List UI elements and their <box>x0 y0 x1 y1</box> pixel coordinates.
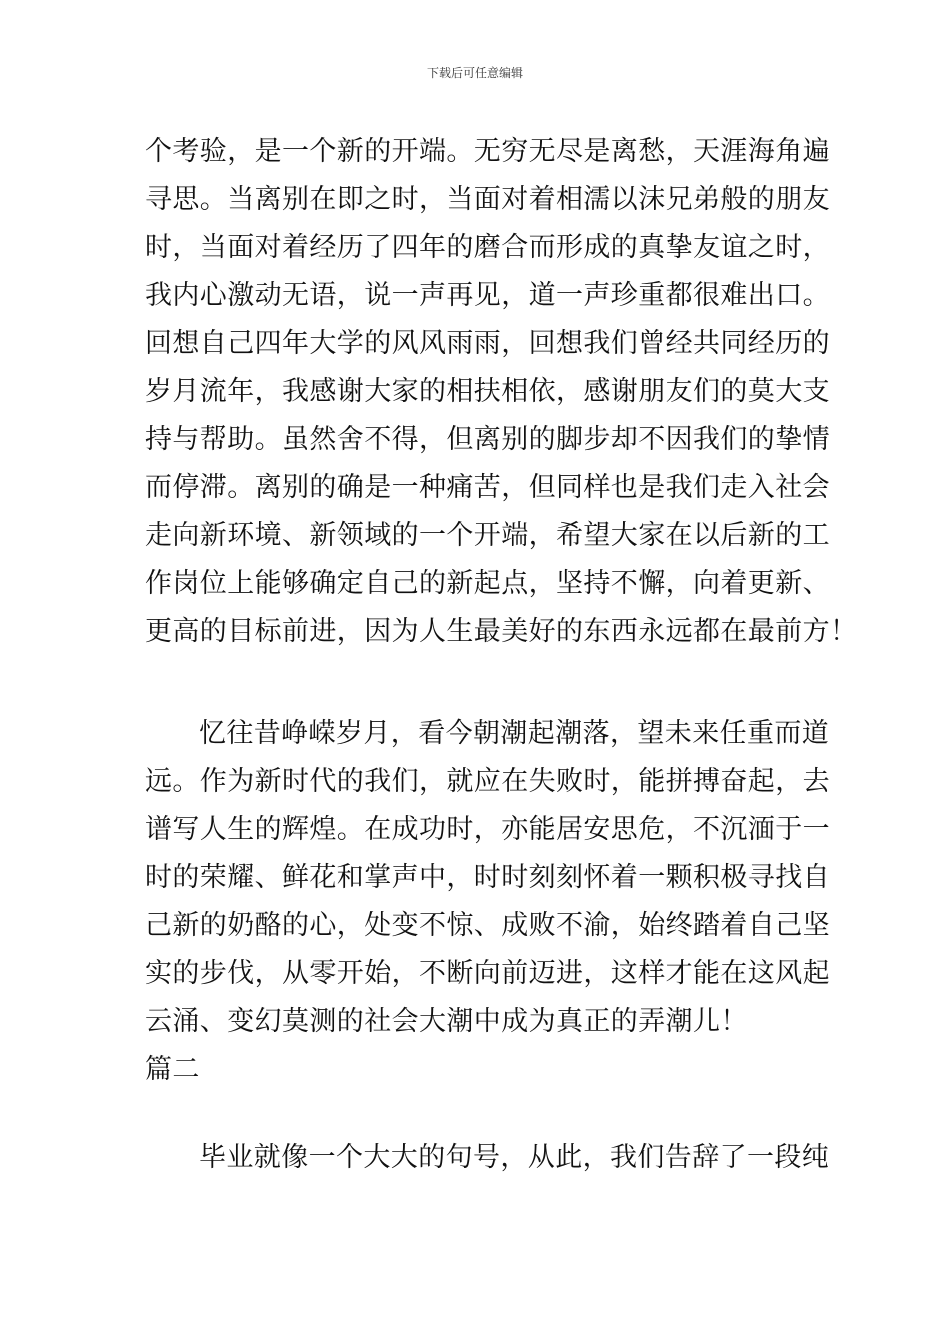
paragraph-line: 我内心激动无语，说一声再见，道一声珍重都很难出口。 <box>145 280 830 311</box>
section-heading: 篇二 <box>145 1054 200 1085</box>
paragraph-line: 谱写人生的辉煌。在成功时，亦能居安思危，不沉湎于一 <box>145 814 830 845</box>
paragraph-line: 而停滞。离别的确是一种痛苦，但同样也是我们走入社会 <box>145 472 830 503</box>
paragraph-line: 岁月流年，我感谢大家的相扶相依，感谢朋友们的莫大支 <box>145 376 830 407</box>
paragraph-line: 走向新环境、新领域的一个开端，希望大家在以后新的工 <box>145 520 830 551</box>
paragraph-line: 回想自己四年大学的风风雨雨，回想我们曾经共同经历的 <box>145 328 830 359</box>
paragraph-line: 实的步伐，从零开始，不断向前迈进，这样才能在这风起 <box>145 958 830 989</box>
paragraph-2 <box>145 710 830 1046</box>
paragraph-line: 云涌、变幻莫测的社会大潮中成为真正的弄潮儿！ <box>145 1006 748 1037</box>
header-note: 下载后可任意编辑 <box>426 66 523 80</box>
paragraph-line: 忆往昔峥嵘岁月，看今朝潮起潮落，望未来任重而道 <box>199 718 830 749</box>
paragraph-line: 毕业就像一个大大的句号，从此，我们告辞了一段纯 <box>199 1142 830 1173</box>
paragraph-line: 己新的奶酪的心，处变不惊、成败不渝，始终踏着自己坚 <box>145 910 830 941</box>
paragraph-1 <box>145 128 858 656</box>
paragraph-line: 时的荣耀、鲜花和掌声中，时时刻刻怀着一颗积极寻找自 <box>145 862 830 893</box>
paragraph-line: 更高的目标前进，因为人生最美好的东西永远都在最前方！ <box>145 616 858 647</box>
body-text <box>145 128 858 1182</box>
paragraph-3 <box>145 1134 830 1182</box>
paragraph-spacer <box>145 1094 815 1134</box>
paragraph-spacer <box>145 656 815 710</box>
paragraph-line: 远。作为新时代的我们，就应在失败时，能拼搏奋起，去 <box>145 766 830 797</box>
paragraph-line: 作岗位上能够确定自己的新起点，坚持不懈，向着更新、 <box>145 568 830 599</box>
paragraph-line: 时，当面对着经历了四年的磨合而形成的真挚友谊之时， <box>145 232 830 263</box>
paragraph-line: 寻思。当离别在即之时，当面对着相濡以沫兄弟般的朋友 <box>145 184 830 215</box>
paragraph-line: 个考验，是一个新的开端。无穷无尽是离愁，天涯海角遍 <box>145 136 830 167</box>
paragraph-line: 持与帮助。虽然舍不得，但离别的脚步却不因我们的挚情 <box>145 424 830 455</box>
